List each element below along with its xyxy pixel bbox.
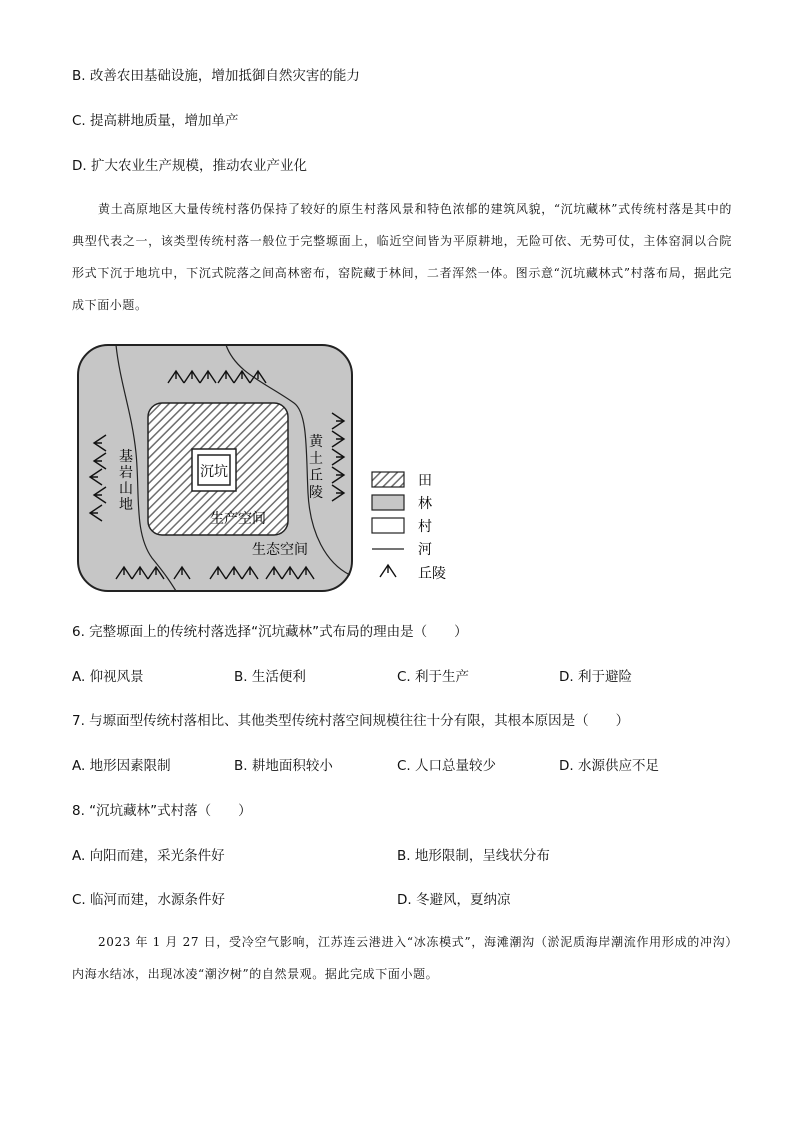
ecology-space-label: 生态空间 (252, 542, 308, 558)
q6-option-a: A. 仰视风景 (72, 669, 144, 685)
passage-2 (72, 926, 732, 990)
q6-option-c: C. 利于生产 (397, 669, 470, 685)
left-region-char-3: 山 (119, 481, 133, 497)
q6-option-b: B. 生活便利 (234, 669, 306, 685)
production-space-label: 生产空间 (210, 511, 266, 527)
legend-forest-swatch (372, 495, 404, 510)
legend-hill-icon (380, 565, 396, 577)
legend-village-swatch (372, 518, 404, 533)
q6-option-d: D. 利于避险 (559, 669, 632, 685)
legend-river-label: 河 (418, 542, 432, 558)
village-label: 沉坑 (200, 464, 228, 480)
q7-option-a: A. 地形因素限制 (72, 758, 171, 774)
q7-option-d: D. 水源供应不足 (559, 758, 659, 774)
right-region-char-1: 黄 (309, 434, 323, 450)
q8-option-a: A. 向阳而建，采光条件好 (72, 848, 225, 864)
left-region-char-2: 岩 (119, 465, 133, 481)
q8-option-c: C. 临河而建，水源条件好 (72, 892, 226, 908)
left-region-char-1: 基 (119, 449, 133, 465)
question-8-stem: 8. “沉坑藏林”式村落（ ） (72, 803, 252, 819)
q7-option-c: C. 人口总量较少 (397, 758, 497, 774)
question-7-stem: 7. 与塬面型传统村落相比、其他类型传统村落空间规模往往十分有限，其根本原因是（ ） (72, 713, 630, 729)
left-region-char-4: 地 (119, 497, 133, 513)
option-d-prev: D. 扩大农业生产规模，推动农业产业化 (72, 158, 307, 174)
option-b-prev: B. 改善农田基础设施，增加抵御自然灾害的能力 (72, 68, 360, 84)
q8-option-d: D. 冬避风，夏纳凉 (397, 892, 511, 908)
legend-field-swatch (372, 472, 404, 487)
right-region-char-3: 丘 (309, 468, 323, 484)
option-c-prev: C. 提高耕地质量，增加单产 (72, 113, 239, 129)
legend-field-label: 田 (418, 473, 432, 489)
right-region-char-2: 土 (309, 451, 323, 467)
map-legend (372, 472, 446, 582)
legend-village-label: 村 (418, 519, 432, 535)
q8-option-b: B. 地形限制，呈线状分布 (397, 848, 550, 864)
right-region-char-4: 陵 (309, 485, 323, 501)
legend-forest-label: 林 (418, 496, 432, 512)
passage-1-text: 黄土高原地区大量传统村落仍保持了较好的原生村落风景和特色浓郁的建筑风貌，“沉坑藏林”式传统村落是其中的典型代表之一，该类型传统村落一般位于完整塬面上，临近空间皆为平原耕地，无险可依、无势可仗，主体窑洞以合院形式下沉于地坑中，下沉式院落之间高林密布，窑院藏于林间，二者浑然一体。图示意“沉坑藏林式”村落布局，据此完成下面小题。 (72, 202, 732, 312)
question-6-stem: 6. 完整塬面上的传统村落选择“沉坑藏林”式布局的理由是（ ） (72, 624, 468, 640)
passage-1 (72, 193, 732, 321)
village-layout-map (76, 343, 462, 593)
q7-option-b: B. 耕地面积较小 (234, 758, 333, 774)
legend-hill-label: 丘陵 (418, 566, 446, 582)
passage-2-text: 2023 年 1 月 27 日，受冷空气影响，江苏连云港进入“冰冻模式”，海滩潮沟（淤泥质海岸潮流作用形成的冲沟）内海水结冰，出现冰凌“潮汐树”的自然景观。据此完成下面小题。 (72, 935, 732, 981)
